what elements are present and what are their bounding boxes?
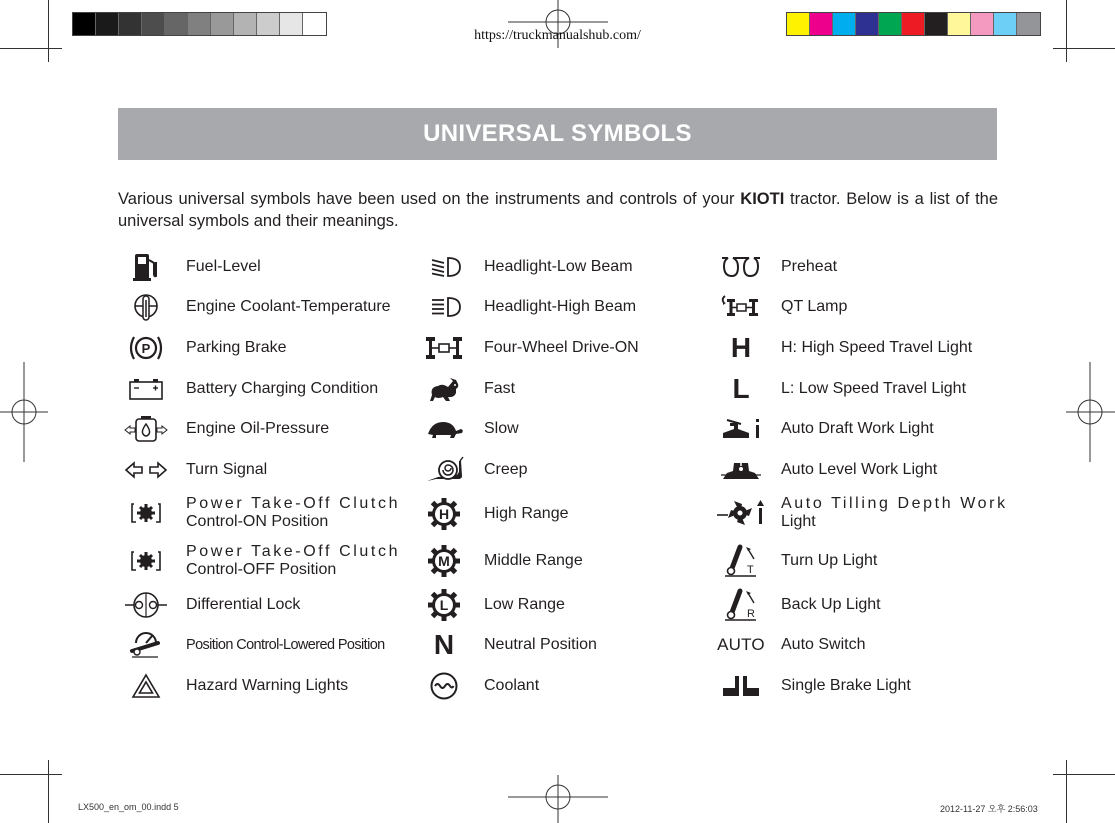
symbol-item-headlight-high-beam xyxy=(416,289,636,325)
symbol-item-parking-brake xyxy=(118,330,287,366)
pto-clutch-off-icon xyxy=(118,543,174,579)
symbol-label: Turn Signal xyxy=(186,461,268,478)
back-up-lever-icon xyxy=(713,587,769,623)
symbol-item-headlight-low-beam xyxy=(416,249,633,285)
low-range-gear-icon xyxy=(416,587,472,623)
registration-mark-left xyxy=(0,362,50,462)
auto-text-icon xyxy=(713,627,769,663)
pto-clutch-on-icon xyxy=(118,495,174,531)
symbol-label: Preheat xyxy=(781,258,838,275)
parking-brake-icon xyxy=(118,330,174,366)
symbol-label xyxy=(174,543,400,579)
symbol-item-auto-tilling-depth xyxy=(713,495,1008,531)
symbol-label: Fast xyxy=(484,380,516,397)
symbol-item-turn-signal xyxy=(118,452,267,488)
auto-level-icon xyxy=(713,452,769,488)
symbol-label: Headlight-Low Beam xyxy=(484,258,633,275)
symbol-label: Position Control-Lowered Position xyxy=(186,637,385,653)
svg-text:H: H xyxy=(438,506,450,522)
crop-mark xyxy=(1066,760,1067,823)
preheat-coil-icon xyxy=(713,249,769,285)
turn-up-letter: T xyxy=(747,564,754,576)
source-url[interactable]: https://truckmanualshub.com/ xyxy=(474,28,641,43)
symbol-label xyxy=(174,495,400,531)
letter-l-icon xyxy=(713,371,769,407)
svg-text:M: M xyxy=(438,553,450,569)
symbol-label: Auto Level Work Light xyxy=(781,461,938,478)
symbol-item-pto-clutch-on xyxy=(118,495,400,531)
back-up-letter: R xyxy=(747,608,755,620)
page-title-text: UNIVERSAL SYMBOLS xyxy=(423,120,692,147)
symbol-label: Turn Up Light xyxy=(781,552,878,569)
symbol-label: Differential Lock xyxy=(186,596,301,613)
symbol-item-engine-coolant-temperature xyxy=(118,289,391,325)
symbol-item-auto-draft xyxy=(713,411,934,447)
symbol-item-engine-oil-pressure xyxy=(118,411,329,447)
symbol-item-low-range xyxy=(416,587,565,623)
snail-icon xyxy=(416,452,472,488)
letter-h-icon xyxy=(713,330,769,366)
symbol-item-qt-lamp xyxy=(713,289,847,325)
symbol-label xyxy=(769,495,1008,531)
headlight-low-beam-icon xyxy=(416,249,472,285)
symbol-label-line1: Power Take-Off Clutch xyxy=(186,495,401,512)
footer-timestamp: 2012-11-27 오후 2:56:03 xyxy=(940,804,1038,814)
qt-lamp-icon xyxy=(713,289,769,325)
symbol-label: Single Brake Light xyxy=(781,677,911,694)
symbol-item-auto-switch xyxy=(713,627,865,663)
symbol-label: Low Range xyxy=(484,596,565,613)
symbol-label: Auto Switch xyxy=(781,636,866,653)
battery-icon xyxy=(118,371,174,407)
symbol-item-creep xyxy=(416,452,528,488)
symbol-item-middle-range xyxy=(416,543,583,579)
rabbit-icon xyxy=(416,371,472,407)
turtle-icon xyxy=(416,411,472,447)
coolant-wave-icon xyxy=(416,668,472,704)
letter-n-icon xyxy=(416,627,472,663)
symbol-label: Battery Charging Condition xyxy=(186,380,379,397)
headlight-high-beam-icon xyxy=(416,289,472,325)
oil-pressure-icon xyxy=(118,411,174,447)
symbol-item-battery-charging xyxy=(118,371,378,407)
symbol-label: Neutral Position xyxy=(484,636,597,653)
letter-h-glyph: H xyxy=(730,332,752,363)
symbol-label-line2: Light xyxy=(781,513,816,530)
symbol-label: QT Lamp xyxy=(781,298,848,315)
symbol-label: Engine Oil-Pressure xyxy=(186,420,330,437)
symbol-item-fast xyxy=(416,371,515,407)
symbol-label-line2: Control-ON Position xyxy=(186,513,329,530)
registration-mark-right xyxy=(1066,362,1115,462)
crop-mark xyxy=(1053,48,1115,49)
auto-draft-icon xyxy=(713,411,769,447)
four-wheel-drive-icon xyxy=(416,330,472,366)
symbol-item-single-brake xyxy=(713,668,911,704)
symbol-item-differential-lock xyxy=(118,587,300,623)
differential-lock-icon xyxy=(118,587,174,623)
position-control-icon xyxy=(118,627,174,663)
registration-mark-bottom xyxy=(508,775,608,823)
turn-signal-icon xyxy=(118,452,174,488)
symbol-item-turn-up xyxy=(713,543,877,579)
symbol-label: Hazard Warning Lights xyxy=(186,677,349,694)
symbol-label: Auto Draft Work Light xyxy=(781,420,934,437)
crop-mark xyxy=(48,760,49,823)
symbol-label-line1: Power Take-Off Clutch xyxy=(186,543,401,560)
crop-mark xyxy=(1053,774,1115,775)
symbol-label: Headlight-High Beam xyxy=(484,298,637,315)
auto-tilling-depth-icon xyxy=(713,495,769,531)
middle-range-gear-icon xyxy=(416,543,472,579)
symbol-label: Coolant xyxy=(484,677,540,694)
symbol-label: Fuel-Level xyxy=(186,258,261,275)
symbol-label: High Range xyxy=(484,505,569,522)
single-brake-icon xyxy=(713,668,769,704)
svg-text:L: L xyxy=(439,597,449,613)
symbol-item-back-up xyxy=(713,587,881,623)
symbol-item-hazard-warning xyxy=(118,668,348,704)
symbol-label: Parking Brake xyxy=(186,339,287,356)
symbol-label: L: Low Speed Travel Light xyxy=(781,380,967,397)
symbol-label: Creep xyxy=(484,461,528,478)
symbol-item-fuel-level xyxy=(118,249,261,285)
symbol-item-high-range xyxy=(416,496,569,532)
crop-mark xyxy=(0,774,62,775)
symbol-label-line1: Auto Tilling Depth Work xyxy=(781,495,1008,512)
footer-file-slug: LX500_en_om_00.indd 5 xyxy=(78,802,179,812)
symbol-item-high-speed-travel xyxy=(713,330,972,366)
symbol-label: Four-Wheel Drive-ON xyxy=(484,339,639,356)
symbol-label: Engine Coolant-Temperature xyxy=(186,298,391,315)
turn-up-lever-icon xyxy=(713,543,769,579)
symbol-label: Middle Range xyxy=(484,552,583,569)
auto-glyph: AUTO xyxy=(717,635,765,654)
fuel-pump-icon xyxy=(118,249,174,285)
symbol-item-coolant xyxy=(416,668,539,704)
crop-mark xyxy=(0,48,62,49)
high-range-gear-icon xyxy=(416,496,472,532)
symbol-label: Back Up Light xyxy=(781,596,881,613)
brand-name: KIOTI xyxy=(740,190,785,208)
symbol-label: H: High Speed Travel Light xyxy=(781,339,973,356)
symbol-item-neutral-position xyxy=(416,627,597,663)
symbol-label-line2: Control-OFF Position xyxy=(186,561,337,578)
symbol-item-four-wheel-drive xyxy=(416,330,639,366)
intro-text-before: Various universal symbols have been used on the instruments and controls of your xyxy=(118,190,741,208)
symbol-item-preheat xyxy=(713,249,837,285)
page-title xyxy=(118,108,997,160)
symbol-item-pto-clutch-off xyxy=(118,543,400,579)
svg-text:P: P xyxy=(141,341,151,356)
symbol-item-slow xyxy=(416,411,519,447)
letter-n-glyph: N xyxy=(433,629,455,660)
coolant-temperature-icon xyxy=(118,289,174,325)
symbol-item-auto-level xyxy=(713,452,937,488)
hazard-triangle-icon xyxy=(118,668,174,704)
symbol-item-low-speed-travel xyxy=(713,371,966,407)
symbol-label: Slow xyxy=(484,420,519,437)
symbol-item-position-control xyxy=(118,627,385,663)
intro-paragraph xyxy=(118,188,998,232)
letter-l-glyph: L xyxy=(732,373,750,404)
intro-text-after: tractor. Below is a list of the universal symbols and their meanings. xyxy=(118,190,999,230)
